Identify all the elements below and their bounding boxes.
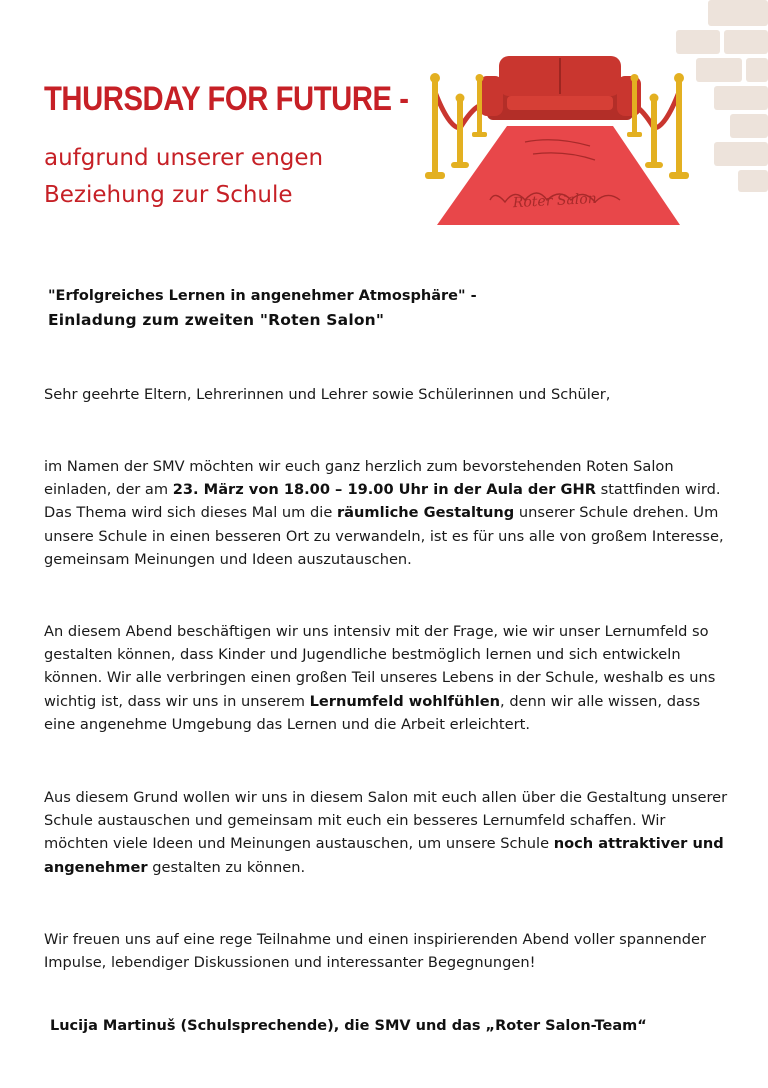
p1-text-2: stattfinden wird. Das Thema wird sich dieses Mal um die (44, 481, 721, 522)
p1-bold-date: 23. März von 18.00 – 19.00 Uhr in der Aula der GHR (172, 481, 596, 499)
greeting: Sehr geehrte Eltern, Lehrerinnen und Lehrer sowie Schülerinnen und Schüler, (44, 386, 611, 403)
invitation-heading (48, 284, 477, 332)
red-carpet-illustration (415, 50, 705, 230)
p1-text-1: im Namen der SMV möchten wir euch ganz herzlich zum bevorstehenden Roten Salon einladen, der am (44, 458, 674, 499)
p2-text-1: An diesem Abend beschäftigen wir uns intensiv mit der Frage, wie wir unser Lernumfeld so gestalten können, dass Kinder und Jugendliche bestmöglich lernen und sich entwickeln können. Wir alle verbringen einen großen Teil unseres Lebens in der Schule, weshalb es uns wichtig ist, dass wir uns in unserem (44, 623, 716, 710)
p1-bold-topic: räumliche Gestaltung (336, 504, 515, 522)
p2-bold: Lernumfeld wohlfühlen (309, 692, 501, 710)
heading-motto: "Erfolgreiches Lernen in angenehmer Atmosphäre" - (48, 288, 477, 304)
heading-invitation: Einladung zum zweiten "Roten Salon" (48, 311, 385, 329)
p2-text-2: , denn wir alle wissen, dass eine angenehme Umgebung das Lernen und die Arbeit erleichtert. (44, 692, 701, 733)
paragraph-3 (44, 786, 734, 879)
sofa-graphic (479, 56, 641, 120)
p3-text-2: gestalten zu können. (147, 858, 306, 876)
signature: Lucija Martinuš (Schulsprechende), die SMV und das „Roter Salon-Team“ (50, 1018, 647, 1034)
p3-bold: noch attraktiver und angenehmer (44, 835, 724, 876)
subtitle-line-1: aufgrund unserer engen (44, 145, 324, 171)
page-subtitle (44, 140, 323, 214)
page-title: THURSDAY FOR FUTURE - (44, 80, 409, 118)
paragraph-4: Wir freuen uns auf eine rege Teilnahme und einen inspirierenden Abend voller spannender Impulse, lebendiger Diskussionen und interessanter Begegnungen! (44, 931, 706, 972)
carpet-label: Roter Salon (512, 190, 598, 212)
p1-text-3: unserer Schule drehen. Um unsere Schule in einen besseren Ort zu verwandeln, ist es für uns alle von großem Interesse, gemeinsam Meinungen und Ideen auszutauschen. (44, 504, 724, 568)
paragraph-1 (44, 455, 734, 571)
paragraph-2 (44, 620, 734, 736)
subtitle-line-2: Beziehung zur Schule (44, 182, 293, 208)
p3-text-1: Aus diesem Grund wollen wir uns in diesem Salon mit euch allen über die Gestaltung unserer Schule austauschen und gemeinsam mit euch ein besseres Lernumfeld schaffen. Wir möchten viele Ideen und Meinungen austauschen, um unsere Schule (44, 789, 728, 853)
red-carpet-shape (437, 126, 680, 225)
